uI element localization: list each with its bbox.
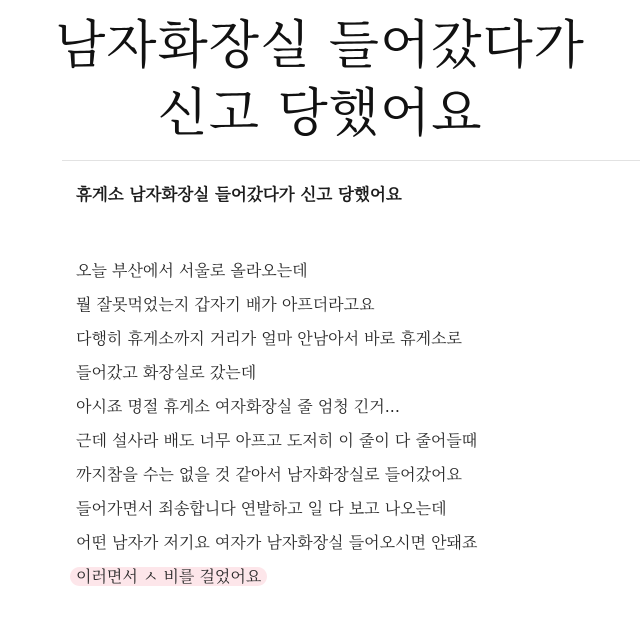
post-line-text: 들어갔고 화장실로 갔는데 [76,363,257,382]
post-line [76,322,477,356]
headline-line-2: 신고 당했어요 [157,84,483,144]
post-line-text: 다행히 휴게소까지 거리가 얼마 안남아서 바로 휴게소로 [76,329,463,348]
post-line-text: 근데 설사라 배도 너무 아프고 도저히 이 줄이 다 줄어들때 [76,431,478,450]
post-line [76,288,477,322]
post-line-text: 뭘 잘못먹었는지 갑자기 배가 아프더라고요 [76,295,375,314]
post-line-text: 들어가면서 죄송합니다 연발하고 일 다 보고 나오는데 [76,499,447,518]
post-line [76,526,477,560]
post-body [76,254,477,594]
post-line-text: 까지참을 수는 없을 것 같아서 남자화장실로 들어갔어요 [76,465,463,484]
post-line-text: 아시죠 명절 휴게소 여자화장실 줄 엄청 긴거... [76,397,400,416]
post-title: 휴게소 남자화장실 들어갔다가 신고 당했어요 [76,185,402,204]
highlighted-text: 이러면서 ㅅ 비를 걸었어요 [70,567,267,586]
post-line-highlighted [76,560,477,594]
post-line-text: 어떤 남자가 저기요 여자가 남자화장실 들어오시면 안돼죠 [76,533,478,552]
post-line [76,356,477,390]
post-line [76,390,477,424]
post-line [76,254,477,288]
headline-line-1: 남자화장실 들어갔다가 [55,16,585,76]
post-line [76,424,477,458]
divider [62,160,640,161]
post-line [76,492,477,526]
post-line [76,458,477,492]
post-line-text: 오늘 부산에서 서울로 올라오는데 [76,261,308,280]
